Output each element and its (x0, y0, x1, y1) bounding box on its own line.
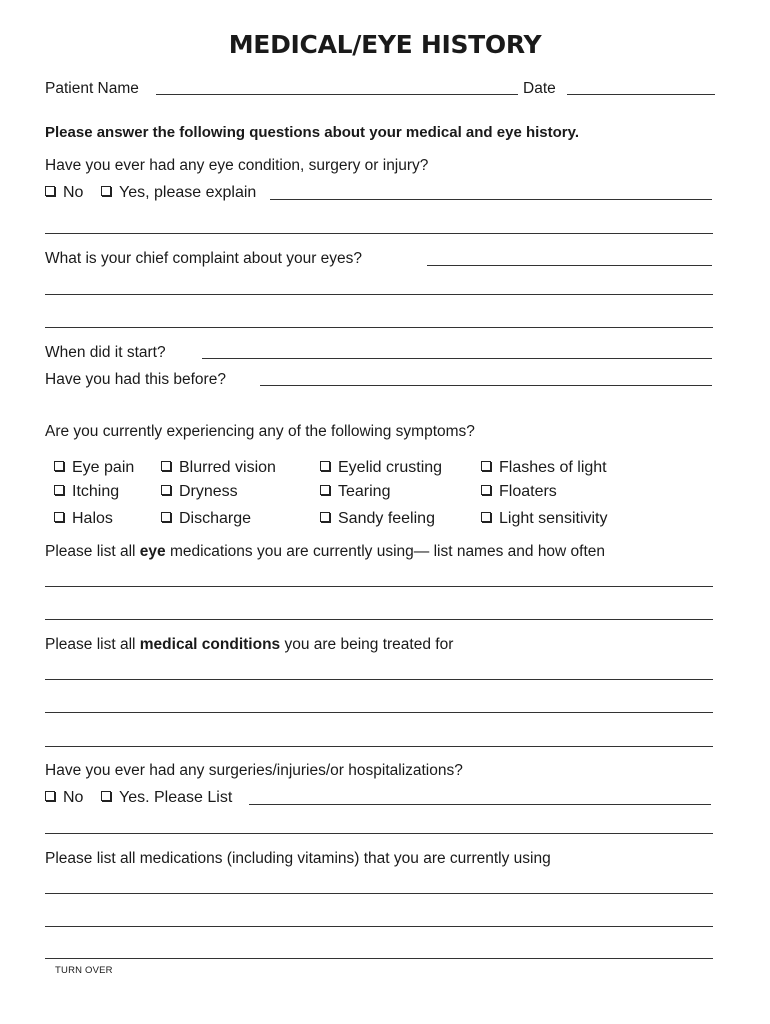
surgeries-list-field[interactable] (249, 804, 711, 805)
date-field[interactable] (567, 94, 715, 95)
answer-line[interactable] (45, 327, 713, 328)
form-title: MEDICAL/EYE HISTORY (228, 30, 542, 59)
checkbox-icon[interactable] (320, 461, 330, 471)
checkbox-icon[interactable] (161, 485, 171, 495)
instructions: Please answer the following questions about your medical and eye history. (45, 124, 580, 141)
answer-line[interactable] (45, 712, 713, 713)
question-eye-medications: Please list all eye medications you are currently using— list names and how often (45, 543, 606, 560)
symptom-blurred-vision[interactable]: Blurred vision (161, 458, 276, 478)
eye-condition-explain-field[interactable] (270, 199, 712, 200)
question-had-before: Have you had this before? (45, 371, 226, 388)
checkbox-icon[interactable] (320, 512, 330, 522)
surgeries-yes-option[interactable]: Yes. Please List (101, 788, 232, 808)
chief-complaint-field[interactable] (427, 265, 712, 266)
symptom-dryness[interactable]: Dryness (161, 482, 238, 502)
answer-line[interactable] (45, 833, 713, 834)
symptom-tearing[interactable]: Tearing (320, 482, 390, 502)
question-when-start: When did it start? (45, 344, 166, 361)
surgeries-no-option[interactable]: No (45, 788, 83, 808)
checkbox-icon[interactable] (481, 461, 491, 471)
checkbox-icon[interactable] (320, 485, 330, 495)
checkbox-icon[interactable] (481, 512, 491, 522)
symptom-halos[interactable]: Halos (54, 509, 113, 529)
patient-name-field[interactable] (156, 94, 518, 95)
answer-line[interactable] (45, 679, 713, 680)
answer-line[interactable] (45, 926, 713, 927)
question-chief-complaint: What is your chief complaint about your eyes? (45, 250, 363, 267)
answer-line[interactable] (45, 958, 713, 959)
checkbox-icon[interactable] (54, 461, 64, 471)
answer-line[interactable] (45, 746, 713, 747)
answer-line[interactable] (45, 893, 713, 894)
checkbox-icon[interactable] (101, 186, 111, 196)
checkbox-icon[interactable] (101, 791, 111, 801)
eye-condition-yes-option[interactable]: Yes, please explain (101, 183, 256, 203)
when-start-field[interactable] (202, 358, 712, 359)
checkbox-icon[interactable] (54, 512, 64, 522)
checkbox-icon[interactable] (54, 485, 64, 495)
checkbox-icon[interactable] (45, 186, 55, 196)
eye-condition-no-option[interactable]: No (45, 183, 83, 203)
symptom-eyelid-crusting[interactable]: Eyelid crusting (320, 458, 442, 478)
answer-line[interactable] (45, 294, 713, 295)
symptom-flashes-of-light[interactable]: Flashes of light (481, 458, 607, 478)
symptom-sandy-feeling[interactable]: Sandy feeling (320, 509, 435, 529)
checkbox-icon[interactable] (481, 485, 491, 495)
symptom-itching[interactable]: Itching (54, 482, 119, 502)
answer-line[interactable] (45, 586, 713, 587)
had-before-field[interactable] (260, 385, 712, 386)
checkbox-icon[interactable] (161, 461, 171, 471)
checkbox-icon[interactable] (45, 791, 55, 801)
answer-line[interactable] (45, 619, 713, 620)
question-eye-condition: Have you ever had any eye condition, surgery or injury? (45, 157, 429, 174)
question-medications: Please list all medications (including vitamins) that you are currently using (45, 850, 551, 867)
turn-over-note: TURN OVER (55, 965, 113, 976)
question-symptoms: Are you currently experiencing any of the following symptoms? (45, 423, 475, 440)
date-label: Date (523, 80, 556, 97)
patient-name-label: Patient Name (45, 80, 139, 97)
question-surgeries: Have you ever had any surgeries/injuries/or hospitalizations? (45, 762, 463, 779)
answer-line[interactable] (45, 233, 713, 234)
symptom-floaters[interactable]: Floaters (481, 482, 557, 502)
checkbox-icon[interactable] (161, 512, 171, 522)
question-medical-conditions: Please list all medical conditions you are being treated for (45, 636, 454, 653)
symptom-light-sensitivity[interactable]: Light sensitivity (481, 509, 608, 529)
symptom-eye-pain[interactable]: Eye pain (54, 458, 134, 478)
symptom-discharge[interactable]: Discharge (161, 509, 251, 529)
